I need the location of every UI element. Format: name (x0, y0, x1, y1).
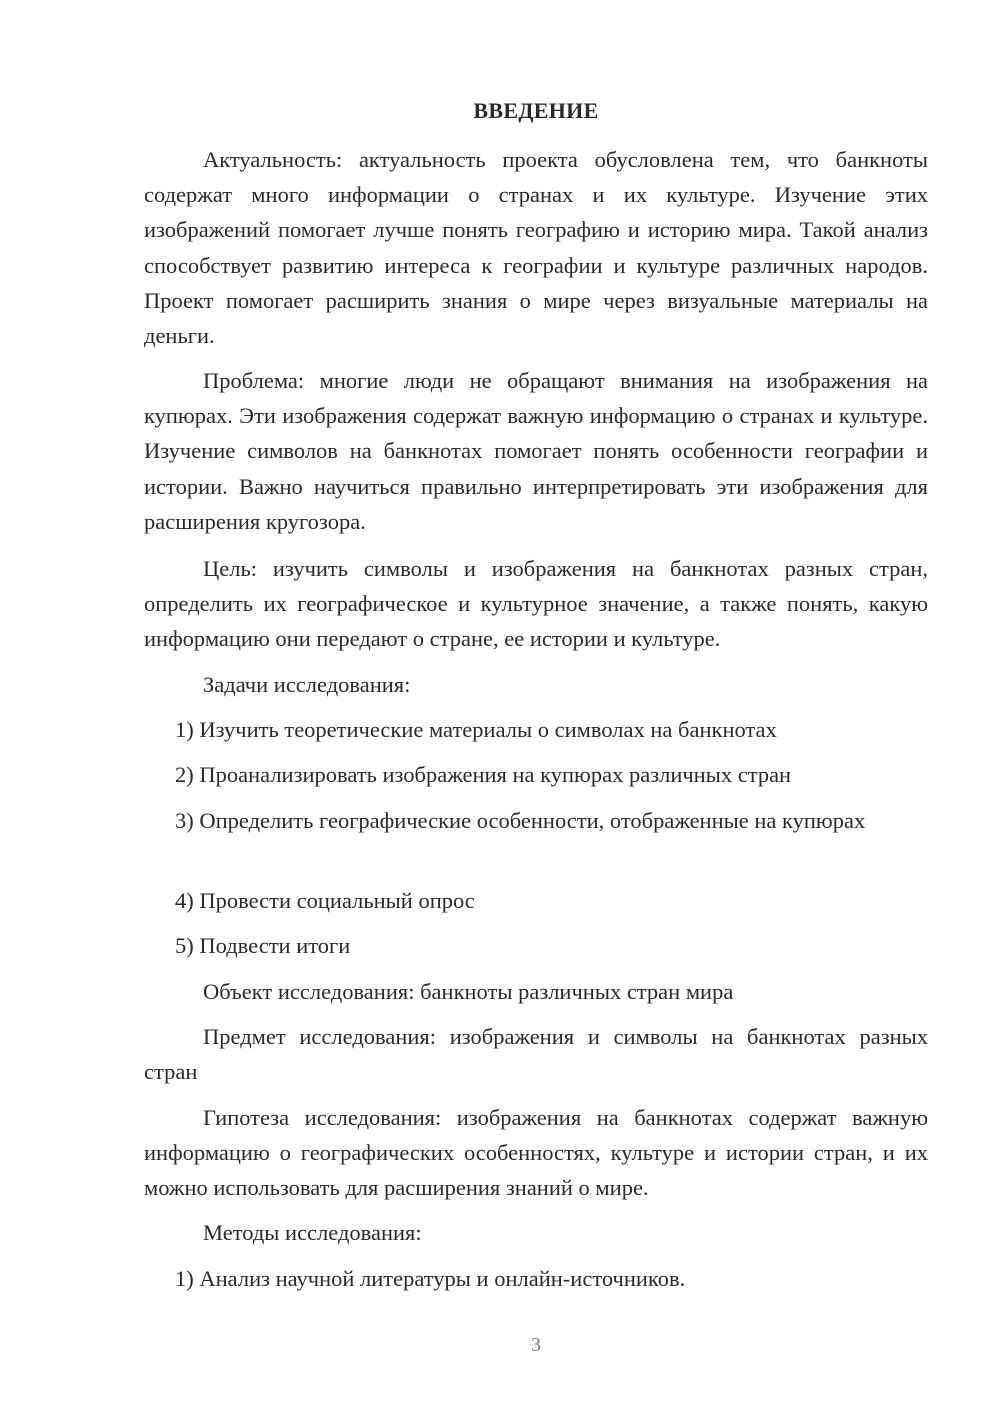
subject-paragraph: Предмет исследования: изображения и символы на банкнотах разных стран (144, 1024, 928, 1085)
task-item: 4) Провести социальный опрос (175, 888, 475, 913)
relevance-paragraph: Актуальность: актуальность проекта обусловлена тем, что банкноты содержат много информации о странах и их культуре. Изучение этих изображений помогает лучше понять географию и историю мира. Такой анализ способствует развитию интереса к географии и культуре различных народов. Проект помогает расширить знания о мире через визуальные материалы на деньги. (144, 147, 928, 349)
hypothesis-paragraph: Гипотеза исследования: изображения на банкнотах содержат важную информацию о географических особенностях, культуре и истории стран, и их можно использовать для расширения знаний о мире. (144, 1105, 928, 1201)
task-item: 1) Изучить теоретические материалы о символах на банкнотах (175, 717, 777, 742)
page-title: ВВЕДЕНИЕ (473, 98, 599, 123)
methods-heading: Методы исследования: (203, 1220, 422, 1245)
object-paragraph: Объект исследования: банкноты различных стран мира (203, 979, 734, 1004)
task-item: 3) Определить географические особенности, отображенные на купюрах (175, 808, 866, 833)
task-item: 5) Подвести итоги (175, 933, 351, 958)
problem-paragraph: Проблема: многие люди не обращают внимания на изображения на купюрах. Эти изображения содержат важную информацию о странах и культуре. Изучение символов на банкнотах помогает понять особенности географии и истории. Важно научиться правильно интерпретировать эти изображения для расширения кругозора. (144, 368, 928, 534)
method-item: 1) Анализ научной литературы и онлайн-источников. (175, 1266, 686, 1291)
goal-paragraph: Цель: изучить символы и изображения на банкнотах разных стран, определить их географическое и культурное значение, а также понять, какую информацию они передают о стране, ее истории и культуре. (144, 556, 928, 652)
tasks-heading: Задачи исследования: (203, 672, 411, 697)
task-item: 2) Проанализировать изображения на купюрах различных стран (175, 762, 792, 787)
page-number: 3 (531, 1334, 541, 1356)
